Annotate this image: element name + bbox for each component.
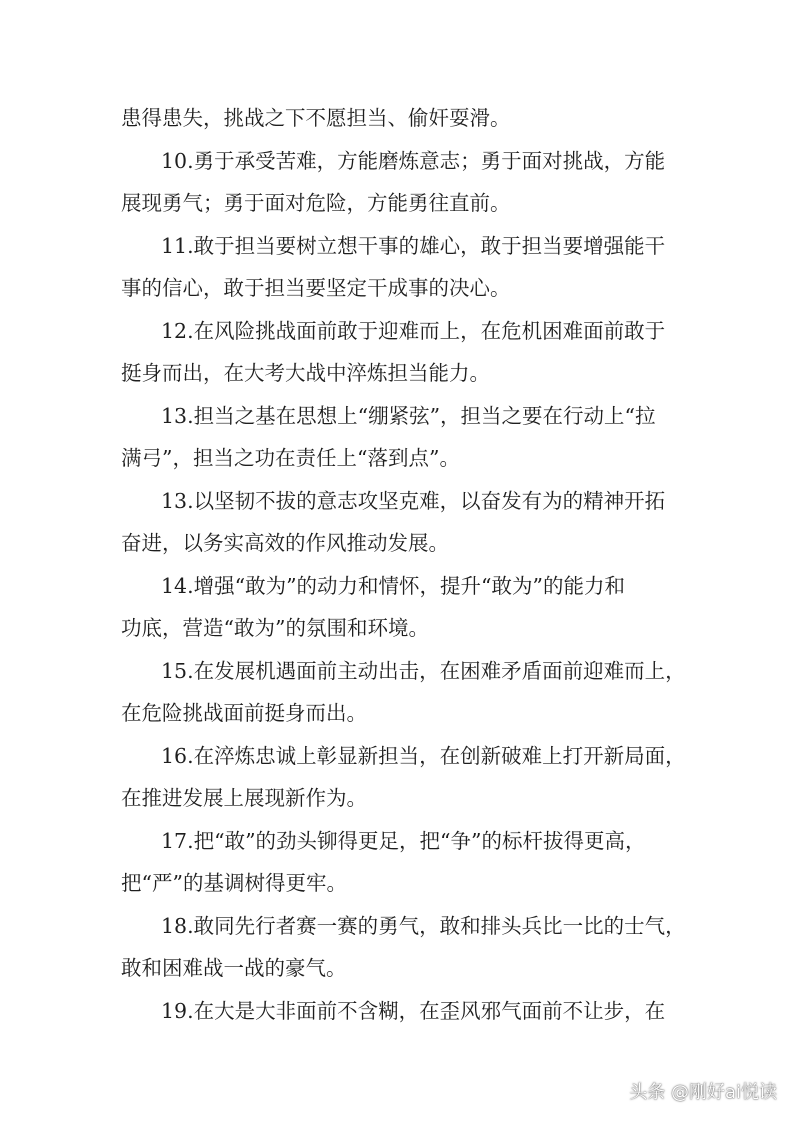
- text-line-18: 17.把“敢”的劲头铆得更足，把“争”的标杆拔得更高，: [161, 828, 646, 853]
- text-line-22: 19.在大是大非面前不含糊，在歪风邪气面前不让步，在: [161, 998, 666, 1023]
- text-line-15: 在危险挑战面前挺身而出。: [121, 701, 367, 725]
- text-line-4: 11.敢于担当要树立想干事的雄心，敢于担当要增强能干: [161, 233, 666, 258]
- text-line-9: 满弓”，担当之功在责任上“落到点”。: [121, 446, 460, 470]
- text-line-21: 敢和困难战一战的豪气。: [121, 956, 347, 980]
- text-line-10: 13.以坚韧不拔的意志攻坚克难，以奋发有为的精神开拓: [161, 488, 666, 513]
- text-line-20: 18.敢同先行者赛一赛的勇气，敢和排头兵比一比的士气，: [161, 913, 686, 938]
- text-line-13: 功底，营造“敢为”的氛围和环境。: [121, 616, 429, 640]
- text-line-7: 挺身而出，在大考大战中淬炼担当能力。: [121, 361, 490, 385]
- document-body: [121, 97, 686, 1032]
- text-line-16: 16.在淬炼忠诚上彰显新担当，在创新破难上打开新局面，: [161, 743, 686, 768]
- text-line-8: 13.担当之基在思想上“绷紧弦”，担当之要在行动上“拉: [161, 403, 656, 428]
- text-line-11: 奋进，以务实高效的作风推动发展。: [121, 531, 449, 555]
- watermark: 头条 @刚好ai悦读: [629, 1082, 777, 1103]
- text-line-19: 把“严”的基调树得更牢。: [121, 871, 347, 895]
- text-line-1: 患得患失，挑战之下不愿担当、偷奸耍滑。: [121, 106, 511, 130]
- text-line-17: 在推进发展上展现新作为。: [121, 786, 367, 810]
- text-line-12: 14.增强“敢为”的动力和情怀，提升“敢为”的能力和: [161, 573, 626, 598]
- text-line-14: 15.在发展机遇面前主动出击，在困难矛盾面前迎难而上，: [161, 658, 686, 683]
- text-line-6: 12.在风险挑战面前敢于迎难而上，在危机困难面前敢于: [161, 318, 666, 343]
- text-line-5: 事的信心，敢于担当要坚定干成事的决心。: [121, 276, 511, 300]
- text-line-3: 展现勇气；勇于面对危险，方能勇往直前。: [121, 191, 511, 215]
- text-line-2: 10.勇于承受苦难，方能磨炼意志；勇于面对挑战，方能: [161, 148, 666, 173]
